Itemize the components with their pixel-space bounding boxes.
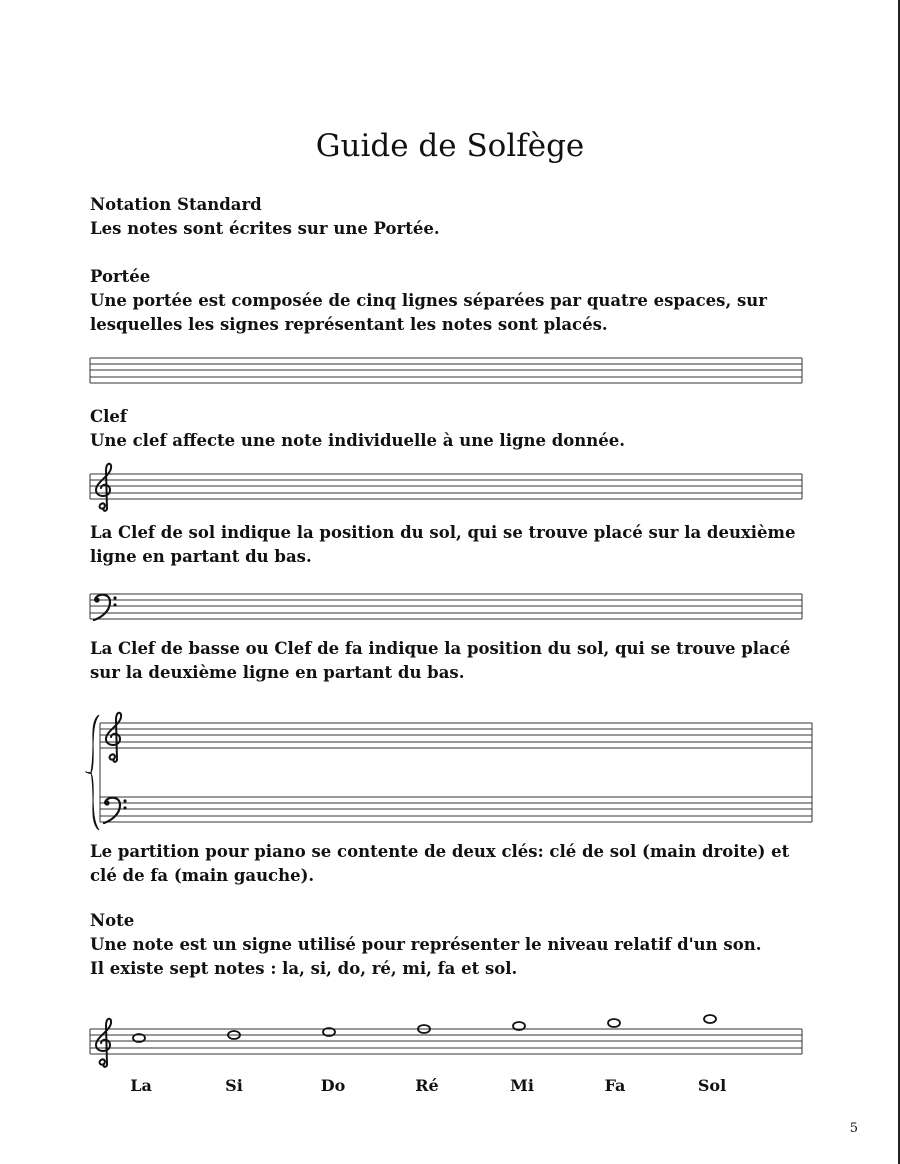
note-sol (704, 1015, 716, 1023)
note-fa (608, 1019, 620, 1027)
staff-bass (90, 594, 802, 619)
bass-clef-icon (94, 595, 117, 620)
treble-clef-icon (96, 1019, 111, 1067)
staff-notes (90, 1029, 802, 1054)
note-label-si: Si (225, 1076, 243, 1095)
text-portee: Une portée est composée de cinq lignes séparées par quatre espaces, sur lesquelles les signes représentant les notes sont placés. (90, 291, 767, 334)
note-label-fa: Fa (604, 1076, 626, 1095)
bass-clef-icon (104, 798, 127, 823)
staff-plain (90, 358, 802, 383)
heading-notation: Notation Standard (90, 195, 262, 214)
text-notation: Les notes sont écrites sur une Portée. (90, 219, 440, 238)
text-note-1: Une note est un signe utilisé pour représenter le niveau relatif d'un son. (90, 935, 762, 954)
note-label-do: Do (320, 1076, 346, 1095)
note-label-sol: Sol (697, 1076, 727, 1095)
note-label-mi: Mi (510, 1076, 534, 1095)
grand-staff (100, 723, 812, 822)
treble-clef-icon (106, 713, 121, 762)
heading-portee: Portée (90, 267, 151, 286)
text-clef-fa: La Clef de basse ou Clef de fa indique la position du sol, qui se trouve placé sur la deuxième ligne en partant du bas. (90, 639, 791, 682)
text-note-2: Il existe sept notes : la, si, do, ré, mi, fa et sol. (90, 959, 518, 978)
heading-clef: Clef (90, 407, 127, 426)
text-piano: Le partition pour piano se contente de deux clés: clé de sol (main droite) et clé de fa (main gauche). (90, 842, 790, 885)
text-clef-sol: La Clef de sol indique la position du sol, qui se trouve placé sur la deuxième ligne en partant du bas. (90, 523, 796, 566)
page-number: 5 (849, 1121, 858, 1136)
staff-treble (90, 474, 802, 499)
brace-icon (86, 715, 99, 830)
heading-note: Note (90, 911, 135, 930)
note-label-la: La (130, 1076, 152, 1095)
text-clef: Une clef affecte une note individuelle à une ligne donnée. (90, 431, 626, 450)
treble-clef-icon (96, 464, 111, 511)
page-title: Guide de Solfège (315, 128, 585, 164)
note-label-re: Ré (415, 1076, 439, 1095)
